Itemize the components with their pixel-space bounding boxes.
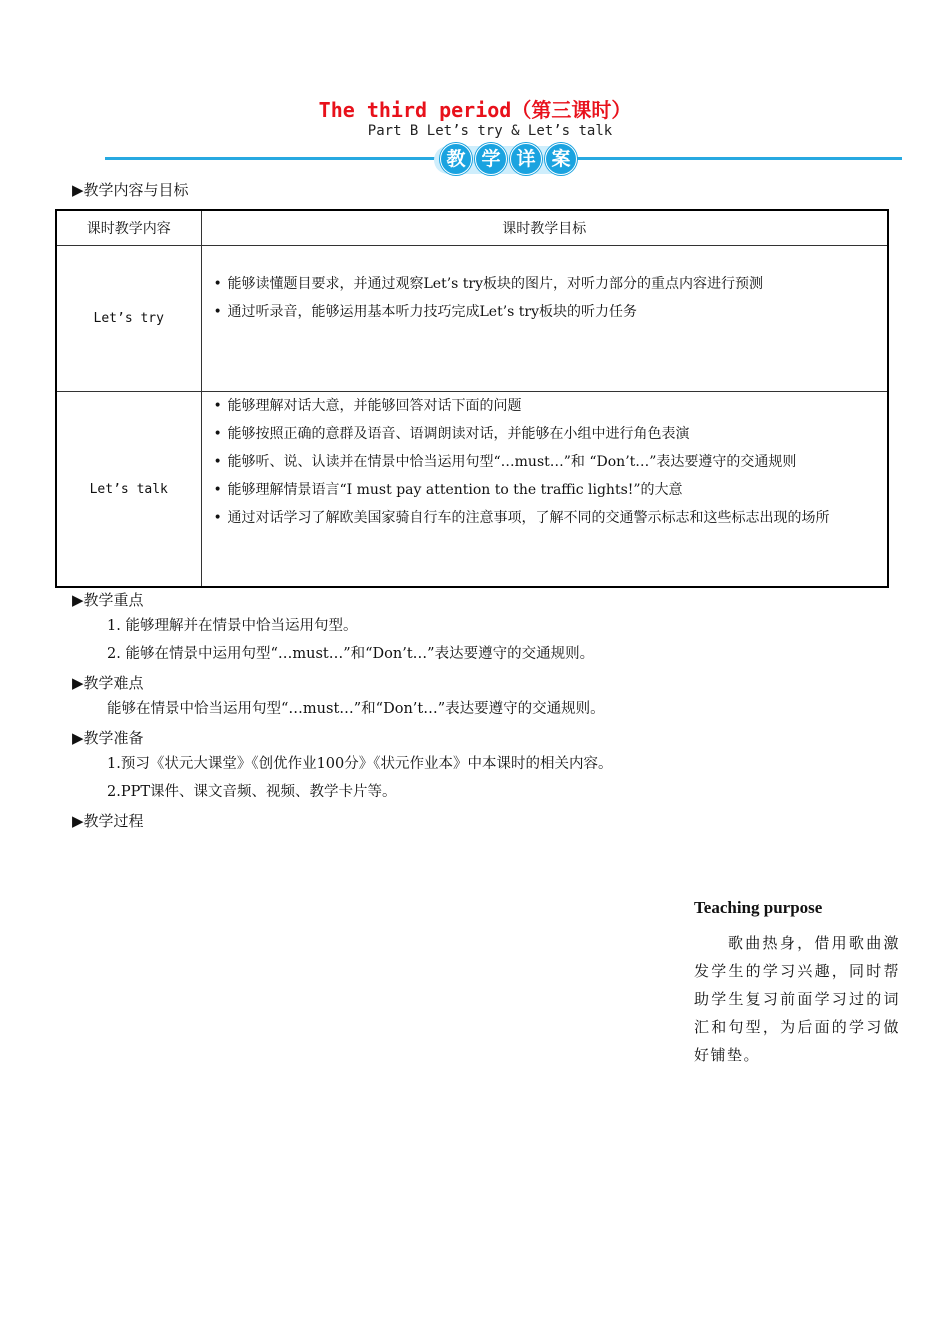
list-item: • 通过听录音，能够运用基本听力技巧完成Let’s try板块的听力任务 — [214, 298, 874, 326]
section-heading-content-goals: ▶教学内容与目标 — [72, 181, 189, 199]
table-cell-goals — [201, 392, 888, 588]
section-banner — [434, 143, 570, 177]
table-cell-goals — [201, 246, 888, 392]
goals-table — [55, 209, 889, 588]
list-item: • 能够理解情景语言“I must pay attention to the traffic lights!”的大意 — [214, 476, 874, 504]
section-heading-preparation: ▶教学准备 — [72, 729, 144, 747]
table-header-cell: 课时教学内容 — [56, 210, 201, 246]
sidebar-text: 歌曲热身，借用歌曲激发学生的学习兴趣，同时帮助学生复习前面学习过的词汇和句型，为后面的学习做好铺垫。 — [694, 934, 900, 1064]
list-item: • 能够听、说、认读并在情景中恰当运用句型“…must…”和 “Don’t…”表达要遵守的交通规则 — [214, 448, 874, 476]
banner-char: 详 — [510, 143, 542, 175]
list-item: • 通过对话学习了解欧美国家骑自行车的注意事项，了解不同的交通警示标志和这些标志出现的场所 — [214, 504, 874, 532]
section-heading-key-points: ▶教学重点 — [72, 591, 144, 609]
table-row — [56, 392, 888, 588]
section-heading-process: ▶教学过程 — [72, 812, 144, 830]
section-heading-difficulties: ▶教学难点 — [72, 674, 144, 692]
difficulty-text: 能够在情景中恰当运用句型“…must…”和“Don’t…”表达要遵守的交通规则。 — [107, 701, 605, 717]
sidebar-title: Teaching purpose — [694, 898, 823, 917]
banner-char: 学 — [475, 143, 507, 175]
list-item: • 能够按照正确的意群及语音、语调朗读对话，并能够在小组中进行角色表演 — [214, 420, 874, 448]
page-title: The third period（第三课时） — [318, 98, 632, 122]
preparation-item: 1.预习《状元大课堂》《创优作业100分》《状元作业本》中本课时的相关内容。 — [107, 756, 613, 772]
banner-char: 案 — [545, 143, 577, 175]
table-row — [56, 246, 888, 392]
table-cell-content: Let’s try — [56, 246, 201, 392]
preparation-item: 2.PPT课件、课文音频、视频、教学卡片等。 — [107, 784, 397, 800]
list-item: • 能够读懂题目要求，并通过观察Let’s try板块的图片，对听力部分的重点内容进行预测 — [214, 270, 874, 298]
banner-char: 教 — [440, 143, 472, 175]
key-point-item: 2. 能够在情景中运用句型“…must…”和“Don’t…”表达要遵守的交通规则。 — [107, 646, 595, 662]
table-cell-content: Let’s talk — [56, 392, 201, 588]
table-header-row — [56, 210, 888, 246]
table-header-cell: 课时教学目标 — [201, 210, 888, 246]
page-subtitle: Part B Let’s try & Let’s talk — [367, 123, 613, 139]
list-item: • 能够理解对话大意，并能够回答对话下面的问题 — [214, 392, 874, 420]
key-point-item: 1. 能够理解并在情景中恰当运用句型。 — [107, 618, 358, 634]
